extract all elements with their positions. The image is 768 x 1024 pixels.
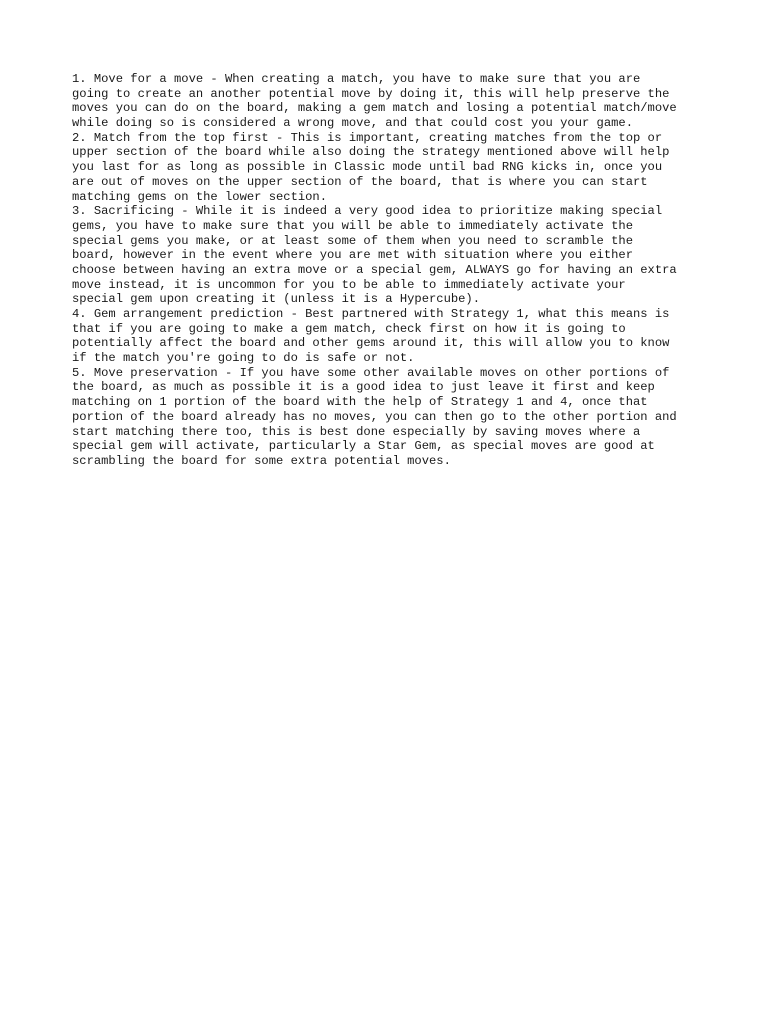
document-line: you last for as long as possible in Classic mode until bad RNG kicks in, once you bbox=[72, 160, 663, 175]
document-line: 2. Match from the top first - This is important, creating matches from the top or bbox=[72, 130, 663, 145]
document-line: 3. Sacrificing - While it is indeed a very good idea to prioritize making special bbox=[72, 204, 663, 219]
document-line: are out of moves on the upper section of the board, that is where you can start bbox=[72, 174, 648, 189]
document-line: 4. Gem arrangement prediction - Best partnered with Strategy 1, what this means is bbox=[72, 307, 670, 321]
document-line: while doing so is considered a wrong move, and that could cost you your game. bbox=[72, 116, 633, 131]
document-line: move instead, it is uncommon for you to be able to immediately activate your bbox=[72, 277, 626, 292]
document-line: special gems you make, or at least some of them when you need to scramble the bbox=[72, 233, 633, 248]
document-line: going to create an another potential move by doing it, this will help preserve the bbox=[72, 86, 670, 101]
document-line: 1. Move for a move - When creating a match, you have to make sure that you are bbox=[72, 72, 641, 86]
document-line: moves you can do on the board, making a gem match and losing a potential match/move bbox=[72, 101, 677, 116]
document-line: special gem upon creating it (unless it is a Hypercube). bbox=[72, 292, 480, 307]
document-line: portion of the board already has no moves, you can then go to the other portion and bbox=[72, 409, 677, 424]
document-line: matching gems on the lower section. bbox=[72, 189, 327, 204]
document-line: board, however in the event where you are met with situation where you either bbox=[72, 248, 633, 263]
document-line: that if you are going to make a gem match, check first on how it is going to bbox=[72, 321, 626, 336]
document-line: the board, as much as possible it is a good idea to just leave it first and keep bbox=[72, 380, 655, 395]
document-line: if the match you're going to do is safe or not. bbox=[72, 351, 415, 366]
document-body bbox=[72, 72, 712, 469]
document-line: choose between having an extra move or a special gem, ALWAYS go for having an extra bbox=[72, 262, 677, 277]
document-line: special gem will activate, particularly a Star Gem, as special moves are good at bbox=[72, 439, 655, 454]
document-line: matching on 1 portion of the board with the help of Strategy 1 and 4, once that bbox=[72, 395, 648, 410]
document-line: upper section of the board while also doing the strategy mentioned above will help bbox=[72, 145, 670, 160]
document-line: gems, you have to make sure that you will be able to immediately activate the bbox=[72, 218, 633, 233]
document-line: scrambling the board for some extra potential moves. bbox=[72, 453, 451, 468]
document-line: 5. Move preservation - If you have some other available moves on other portions of bbox=[72, 365, 670, 380]
document-line: potentially affect the board and other gems around it, this will allow you to know bbox=[72, 336, 670, 351]
document-line: start matching there too, this is best done especially by saving moves where a bbox=[72, 424, 641, 439]
